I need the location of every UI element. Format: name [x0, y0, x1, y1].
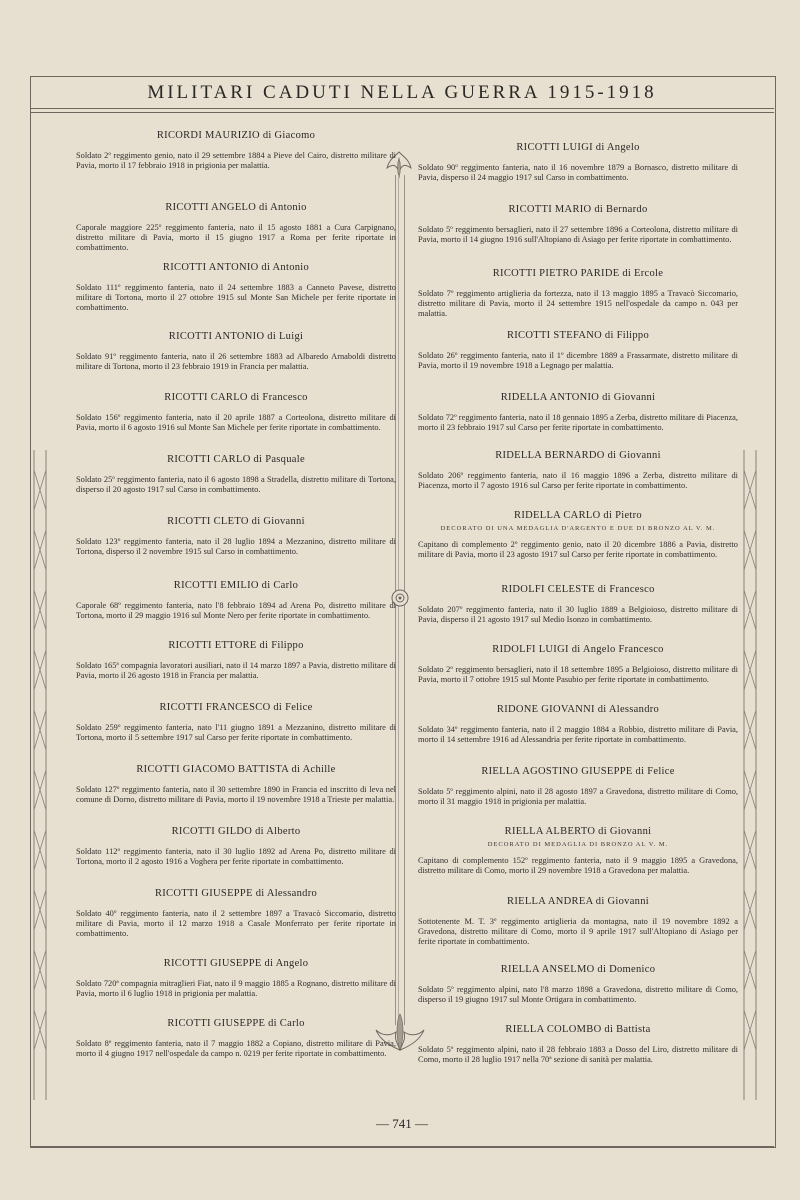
entry-name: RICORDI MAURIZIO di Giacomo: [156, 130, 316, 141]
entry-name: RIELLA ANDREA di Giovanni: [507, 896, 649, 907]
entry: [76, 580, 396, 621]
entry: [418, 204, 738, 245]
footer-rule: [30, 1146, 774, 1147]
entry: [418, 1024, 738, 1065]
entry: [76, 958, 396, 999]
entry-name: RIELLA AGOSTINO GIUSEPPE di Felice: [481, 766, 675, 777]
entry: [76, 392, 396, 433]
entry-name: RIELLA ALBERTO di Giovanni: [504, 826, 652, 837]
entry-name: RICOTTI LUIGI di Angelo: [516, 142, 640, 153]
entry: [418, 964, 738, 1005]
entry-text: Soldato 2º reggimento bersaglieri, nato il 18 settembre 1895 a Belgioioso, distretto militare di Pavia, morto il 7 ottobre 1915 sul Monte Pasubio per ferite riportate in combattimento.: [418, 665, 738, 684]
entry-name: RIDELLA BERNARDO di Giovanni: [495, 450, 661, 461]
entry: [76, 640, 396, 681]
entry: [76, 826, 396, 867]
entry-name: RICOTTI MARIO di Bernardo: [508, 204, 648, 215]
right-fasces-ornament-icon: [740, 450, 760, 1100]
entry-name: RICOTTI PIETRO PARIDE di Ercole: [492, 268, 664, 279]
left-fasces-ornament-icon: [30, 450, 50, 1100]
entry: [76, 262, 396, 313]
entry-text: Soldato 156º reggimento fanteria, nato il 20 aprile 1887 a Corteolona, distretto militare di Pavia, morto il 6 agosto 1916 sul Monte San Michele per ferite riportate in combattimento.: [76, 413, 396, 432]
entry-text: Soldato 34º reggimento fanteria, nato il 2 maggio 1884 a Robbio, distretto militare di Pavia, morto il 14 settembre 1916 ad Alessandria per ferite riportate in combattimento.: [418, 725, 738, 744]
entry-text: Soldato 25º reggimento fanteria, nato il 6 agosto 1898 a Stradella, distretto militare di Tortona, disperso il 20 agosto 1917 sul Carso in combattimento.: [76, 475, 396, 494]
entry-name: RIELLA ANSELMO di Domenico: [500, 964, 656, 975]
entry-text: Soldato 111º reggimento fanteria, nato il 24 settembre 1883 a Canneto Pavese, distretto militare di Tortona, morto il 27 ottobre 1915 sul Monte San Michele per ferite riportate in combattimento.: [76, 283, 396, 312]
entry-text: Soldato 5º reggimento alpini, nato il 28 febbraio 1883 a Dosso del Liro, distretto militare di Como, morto il 28 luglio 1917 nella 70ª sezione di sanità per malattia.: [418, 1045, 738, 1064]
entry-text: Soldato 112º reggimento fanteria, nato il 30 luglio 1892 ad Arena Po, distretto militare di Tortona, morto il 2 agosto 1916 a Voghera per ferite riportate in combattimento.: [76, 847, 396, 866]
entry-name: RICOTTI CARLO di Francesco: [164, 392, 308, 403]
entry-text: Soldato 8º reggimento fanteria, nato il 7 maggio 1882 a Copiano, distretto militare di Pavia, morto il 4 giugno 1917 nell'ospedale da campo n. 0219 per ferite riportate in combattimento.: [76, 1039, 396, 1058]
entry: [418, 704, 738, 745]
entry-name: RICOTTI ANTONIO di Antonio: [162, 262, 310, 273]
entry: [418, 268, 738, 319]
entry-name: RICOTTI FRANCESCO di Felice: [159, 702, 313, 713]
entry-text: Soldato 206º reggimento fanteria, nato il 16 maggio 1896 a Zerba, distretto militare di Piacenza, morto il 7 agosto 1916 sul Carso per ferite riportate in combattimento.: [418, 471, 738, 490]
entry: [418, 392, 738, 433]
entry: [418, 826, 738, 876]
entry-text: Soldato 123º reggimento fanteria, nato il 28 luglio 1894 a Mezzanino, distretto militare di Tortona, disperso il 2 novembre 1915 sul Carso in combattimento.: [76, 537, 396, 556]
entry-text: Soldato 5º reggimento alpini, nato l'8 marzo 1898 a Gravedona, distretto militare di Como, disperso il 19 giugno 1917 sul Monte Ortigara in combattimento.: [418, 985, 738, 1004]
entry: [418, 584, 738, 625]
entry: [418, 142, 738, 183]
entry-name: RICOTTI GILDO di Alberto: [171, 826, 301, 837]
entry-name: RIDOLFI CELESTE di Francesco: [501, 584, 655, 595]
entry-text: Sottotenente M. T. 3º reggimento artiglieria da montagna, nato il 19 novembre 1892 a Gravedona, distretto militare di Como, morto il 9 aprile 1917 sull'Altopiano di Asiago per ferite riportate in combattimento.: [418, 917, 738, 946]
entry: [76, 331, 396, 372]
entry-name: RICOTTI CARLO di Pasquale: [167, 454, 305, 465]
entry-name: RIDELLA ANTONIO di Giovanni: [500, 392, 656, 403]
entry-text: Soldato 90º reggimento fanteria, nato il 16 novembre 1879 a Bornasco, distretto militare di Pavia, disperso il 24 maggio 1917 sul Carso in combattimento.: [418, 163, 738, 182]
entry: [76, 764, 396, 805]
page-title: MILITARI CADUTI NELLA GUERRA 1915-1918: [147, 82, 657, 103]
entry-text: Soldato 2º reggimento genio, nato il 29 settembre 1884 a Pieve del Cairo, distretto militare di Pavia, morto il 17 febbraio 1918 in prigionia per malattia.: [76, 151, 396, 170]
entry-name: RICOTTI ANGELO di Antonio: [165, 202, 307, 213]
entry-text: Soldato 7º reggimento artiglieria da fortezza, nato il 13 maggio 1895 a Travacò Siccomario, distretto militare di Pavia, morto il 24 settembre 1915 nell'ospedale da campo n. 043 per malattia.: [418, 289, 738, 318]
entry-text: Soldato 207º reggimento fanteria, nato il 30 luglio 1889 a Belgioioso, distretto militare di Pavia, disperso il 21 agosto 1917 sul Medio Isonzo in combattimento.: [418, 605, 738, 624]
entry-name: RICOTTI GIUSEPPE di Angelo: [163, 958, 309, 969]
entry-name: RIDONE GIOVANNI di Alessandro: [496, 704, 660, 715]
entry-text: Soldato 91º reggimento fanteria, nato il 26 settembre 1883 ad Albaredo Arnaboldi distretto militare di Tortona, morto il 23 febbraio 1919 in Francia per malattia.: [76, 352, 396, 371]
entry: [418, 644, 738, 685]
entry-name: RIELLA COLOMBO di Battista: [505, 1024, 651, 1035]
entry-text: Soldato 259º reggimento fanteria, nato l'11 giugno 1891 a Mezzanino, distretto militare di Tortona, morto il 5 settembre 1917 sul Carso per ferite riportate in combattimento.: [76, 723, 396, 742]
entry: [76, 202, 396, 253]
entry-name: RICOTTI ETTORE di Filippo: [168, 640, 304, 651]
entry-text: Soldato 165ª compagnia lavoratori ausiliari, nato il 14 marzo 1897 a Pavia, distretto militare di Pavia, morto il 26 agosto 1918 in Francia per malattia.: [76, 661, 396, 680]
entry: [418, 450, 738, 491]
entry: [76, 454, 396, 495]
entry-name: RICOTTI GIUSEPPE di Alessandro: [154, 888, 318, 899]
entry-name: RICOTTI GIUSEPPE di Carlo: [167, 1018, 305, 1029]
entry: [418, 330, 738, 371]
entry-name: RICOTTI EMILIO di Carlo: [173, 580, 299, 591]
entry: [76, 888, 396, 939]
entry-text: Capitano di complemento 152º reggimento fanteria, nato il 9 maggio 1895 a Gravedona, distretto militare di Como, morto il 29 novembre 1918 a Gravedona per malattia.: [418, 856, 738, 875]
entry: [76, 1018, 396, 1059]
entry-text: Soldato 26º reggimento fanteria, nato il 1º dicembre 1889 a Frassarmate, distretto militare di Pavia, morto il 19 novembre 1918 a Legnago per malattia.: [418, 351, 738, 370]
entry-text: Soldato 5º reggimento alpini, nato il 28 agosto 1897 a Gravedona, distretto militare di Como, morto il 31 maggio 1918 in prigionia per malattia.: [418, 787, 738, 806]
entry-text: Caporale maggiore 225º reggimento fanteria, nato il 15 agosto 1881 a Cura Carpignano, distretto militare di Pavia, morto il 15 giugno 1917 a Roma per ferite riportate in combattimento.: [76, 223, 396, 252]
entry: [76, 702, 396, 743]
entry-text: Soldato 5º reggimento bersaglieri, nato il 27 settembre 1896 a Corteolona, distretto militare di Pavia, morto il 14 giugno 1916 sull'Altopiano di Asiago per ferite riportate in combattimento.: [418, 225, 738, 244]
entry: [418, 766, 738, 807]
header-rule-double: [30, 112, 774, 113]
decoration-note: DECORATO DI UNA MEDAGLIA D'ARGENTO E DUE DI BRONZO AL V. M.: [440, 525, 716, 532]
entry-name: RICOTTI STEFANO di Filippo: [506, 330, 650, 341]
entry-name: RICOTTI CLETO di Giovanni: [167, 516, 305, 527]
page-number: — 741 —: [376, 1116, 428, 1131]
entry: [418, 896, 738, 947]
entry-text: Soldato 72º reggimento fanteria, nato il 18 gennaio 1895 a Zerba, distretto militare di Piacenza, morto il 23 febbraio 1917 sul Carso per ferite riportate in combattimento.: [418, 413, 738, 432]
decoration-note: DECORATO DI MEDAGLIA DI BRONZO AL V. M.: [487, 841, 669, 848]
entry-name: RICOTTI ANTONIO di Luigi: [168, 331, 304, 342]
entry-text: Soldato 720ª compagnia mitraglieri Fiat, nato il 9 maggio 1885 a Rognano, distretto militare di Pavia, morto il 6 luglio 1918 in prigionia per malattia.: [76, 979, 396, 998]
entry-text: Caporale 68º reggimento fanteria, nato l'8 febbraio 1894 ad Arena Po, distretto militare di Tortona, morto il 29 maggio 1916 sul Monte Nero per ferite riportate in combattimento.: [76, 601, 396, 620]
entry-text: Soldato 127º reggimento fanteria, nato il 30 settembre 1890 in Francia ed inscritto di leva nel comune di Dorno, distretto militare di Pavia, morto il 19 novembre 1918 a Trieste per malattia.: [76, 785, 396, 804]
entry-text: Soldato 40º reggimento fanteria, nato il 2 settembre 1897 a Travacò Siccomario, distretto militare di Pavia, morto il 12 marzo 1918 a Casale Monferrato per ferite riportate in combattimento.: [76, 909, 396, 938]
header-rule: [30, 108, 774, 109]
entry-text: Capitano di complemento 2º reggimento genio, nato il 20 dicembre 1886 a Pavia, distretto militare di Pavia, morto il 23 agosto 1917 sul Carso per ferite riportate in combattimento.: [418, 540, 738, 559]
entry: [418, 510, 738, 560]
entry-name: RIDELLA CARLO di Pietro: [514, 510, 642, 521]
entry: [76, 516, 396, 557]
entry: [76, 130, 396, 171]
entry-name: RICOTTI GIACOMO BATTISTA di Achille: [136, 764, 336, 775]
entry-name: RIDOLFI LUIGI di Angelo Francesco: [492, 644, 664, 655]
